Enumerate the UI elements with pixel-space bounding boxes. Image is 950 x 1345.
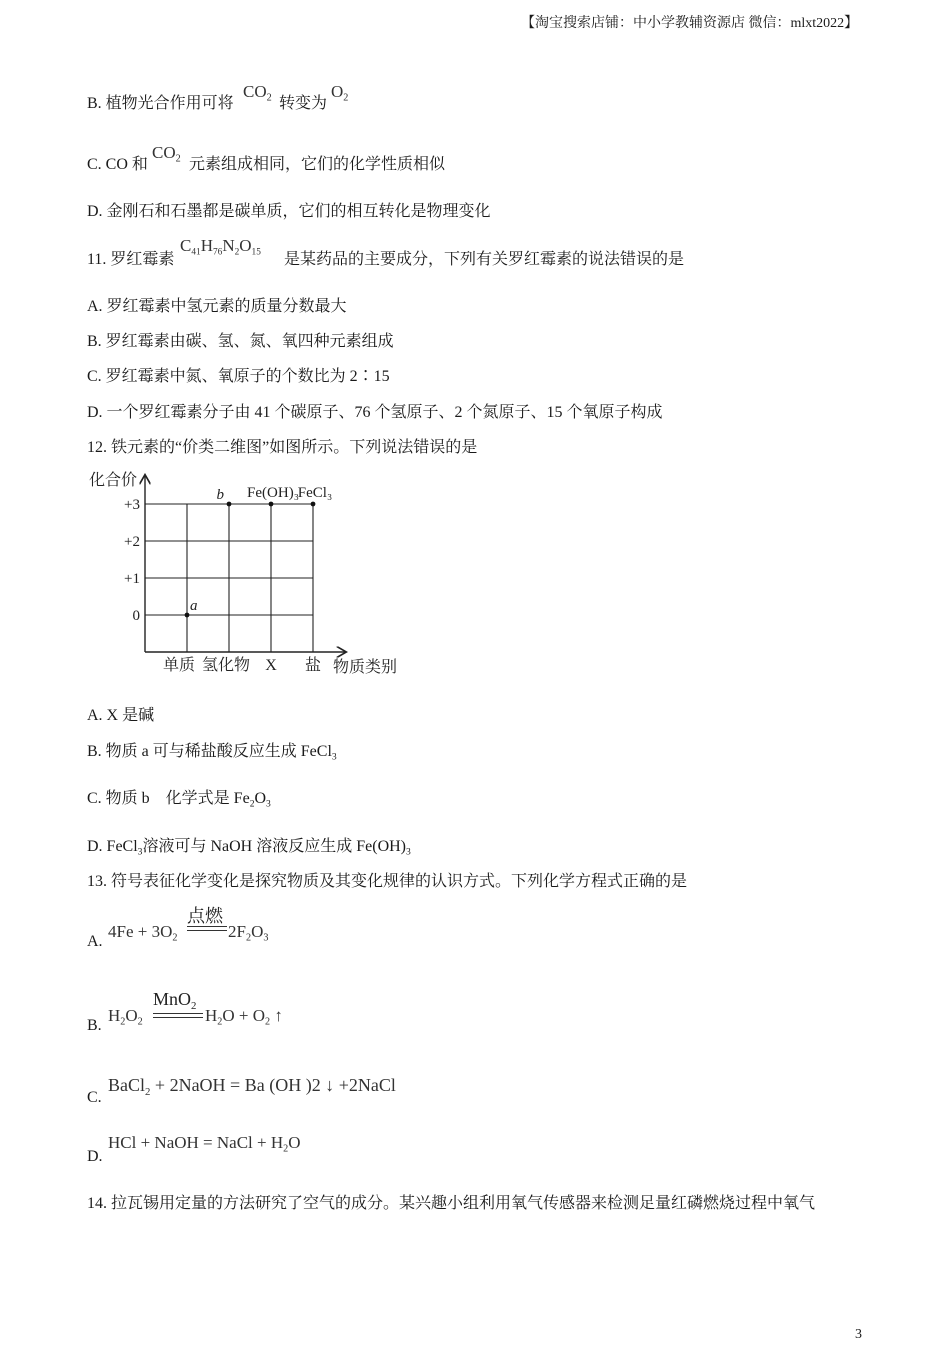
q10-option-c xyxy=(87,155,148,175)
data-points xyxy=(185,485,333,617)
q11-option-b: B. 罗红霉素由碳、氢、氮、氧四种元素组成 xyxy=(87,333,394,350)
equation-c: BaCl$_2$ + 2NaOH = Ba (OH )2 ↓ +2NaCl xyxy=(108,1075,396,1098)
q11-stem: 是某药品的主要成分，下列有关罗红霉素的说法错误的是 xyxy=(284,251,685,268)
q12-option-d-text-mid: 溶液可与 NaOH 溶液反应生成 Fe(OH) xyxy=(142,838,407,855)
formula-o-count: 15 xyxy=(251,247,261,258)
equals-sign-line xyxy=(187,930,227,931)
data-point xyxy=(227,502,232,507)
y-tick-label: +1 xyxy=(124,571,140,587)
formula-roxithromycin: $C_{41}H_{76}N_2O_{15}$ xyxy=(180,236,261,258)
q14-stem: 14. 拉瓦锡用定量的方法研究了空气的成分。某兴趣小组利用氧气传感器来检测足量红磷燃烧过程中氧气 xyxy=(87,1195,816,1212)
data-point xyxy=(311,502,316,507)
q10-option-b-text-pre: 植物光合作用可将 xyxy=(105,95,234,112)
q10-option-b-label: B. xyxy=(87,95,102,112)
q13-option-d-label: D. xyxy=(87,1148,103,1165)
q12-option-b: B. 物质 a 可与稀盐酸反应生成 FeCl$_3$ xyxy=(87,743,337,763)
valence-class-chart xyxy=(80,462,420,682)
q13-option-c-label: C. xyxy=(87,1089,102,1106)
data-point-label: b xyxy=(216,487,224,503)
q11-number: 11. 罗红霉素 xyxy=(87,251,175,268)
equation-a-left: $4Fe + 3O_2$ xyxy=(108,922,178,944)
reaction-condition: 点燃 xyxy=(187,906,223,926)
equation-a-right: $2F_2O_3$ xyxy=(228,922,269,944)
x-tick-label: X xyxy=(265,657,277,674)
data-point-label: FeCl₃ xyxy=(297,485,333,501)
grid xyxy=(145,504,313,652)
equation-b-right: $H_2O + O_2$ ↑ xyxy=(205,1006,283,1028)
formula-o2: $O_2$ xyxy=(331,82,349,104)
data-point xyxy=(185,613,190,618)
x-axis-label: 物质类别 xyxy=(333,659,398,676)
equals-sign-line xyxy=(153,1013,203,1014)
q13-stem: 13. 符号表征化学变化是探究物质及其变化规律的认识方式。下列化学方程式正确的是 xyxy=(87,873,688,890)
formula-co2: $CO_2$ xyxy=(243,82,272,104)
q10-option-d: D. 金刚石和石墨都是碳单质，它们的相互转化是物理变化 xyxy=(87,203,491,220)
catalyst-label: MnO xyxy=(153,989,192,1009)
q11-option-d: D. 一个罗红霉素分子由 41 个碳原子、76 个氢原子、2 个氮原子、15 个氧原子构成 xyxy=(87,404,663,421)
x-tick-labels xyxy=(163,655,321,674)
q13-option-a-label: A. xyxy=(87,933,103,950)
q12-option-c-text: C. 物质 b 化学式是 Fe xyxy=(87,790,250,807)
q12-option-d-text-pre: D. FeCl xyxy=(87,838,138,855)
q12-option-b-text: B. 物质 a 可与稀盐酸反应生成 FeCl xyxy=(87,743,332,760)
y-axis-label: 化合价 xyxy=(89,472,138,489)
data-point-label: Fe(OH)₃ xyxy=(247,485,299,501)
q12-stem: 12. 铁元素的“价类二维图”如图所示。下列说法错误的是 xyxy=(87,439,478,456)
page-header: 【淘宝搜索店铺：中小学教辅资源店 微信：mlxt2022】 xyxy=(521,16,859,31)
q12-option-a: A. X 是碱 xyxy=(87,707,155,724)
x-tick-label: 氢化物 xyxy=(201,657,251,674)
q10-option-c-label: C. xyxy=(87,156,102,173)
q12-option-c: C. 物质 b 化学式是 $Fe_2O_3$ xyxy=(87,790,271,810)
q10-option-b-text-mid: 转变为 xyxy=(279,95,328,112)
data-point-label: a xyxy=(190,598,198,614)
q13-option-b-label: B. xyxy=(87,1017,102,1034)
equation-b-left: $H_2O_2$ xyxy=(108,1006,143,1028)
equals-sign-line xyxy=(153,1017,203,1018)
x-tick-label: 单质 xyxy=(162,657,196,674)
page-number: 3 xyxy=(855,1327,862,1342)
formula-c-count: 41 xyxy=(191,247,201,258)
y-tick-label: 0 xyxy=(132,608,140,624)
y-tick-label: +2 xyxy=(124,534,140,550)
q10-option-c-text-pre: CO 和 xyxy=(105,156,148,173)
catalyst: MnO$_2$ xyxy=(153,989,197,1012)
formula-co2: $CO_2$ xyxy=(152,143,181,165)
q10-option-b xyxy=(87,94,234,114)
y-tick-label: +3 xyxy=(124,497,140,513)
q11-option-a: A. 罗红霉素中氢元素的质量分数最大 xyxy=(87,298,347,315)
q11-option-c: C. 罗红霉素中氮、氧原子的个数比为 2∶15 xyxy=(87,368,390,385)
equation-d: HCl + NaOH = NaCl + $H_2O$ xyxy=(108,1133,301,1155)
data-point xyxy=(269,502,274,507)
formula-n-count: 2 xyxy=(234,247,240,258)
q10-option-c-text-post: 元素组成相同，它们的化学性质相似 xyxy=(189,156,446,173)
q12-option-d: D. FeCl$_3$溶液可与 NaOH 溶液反应生成 $Fe(OH)_3$ xyxy=(87,838,411,858)
y-tick-labels xyxy=(124,497,140,624)
formula-h-count: 76 xyxy=(212,247,223,258)
x-tick-label: 盐 xyxy=(304,657,322,674)
equals-sign-line xyxy=(187,926,227,927)
